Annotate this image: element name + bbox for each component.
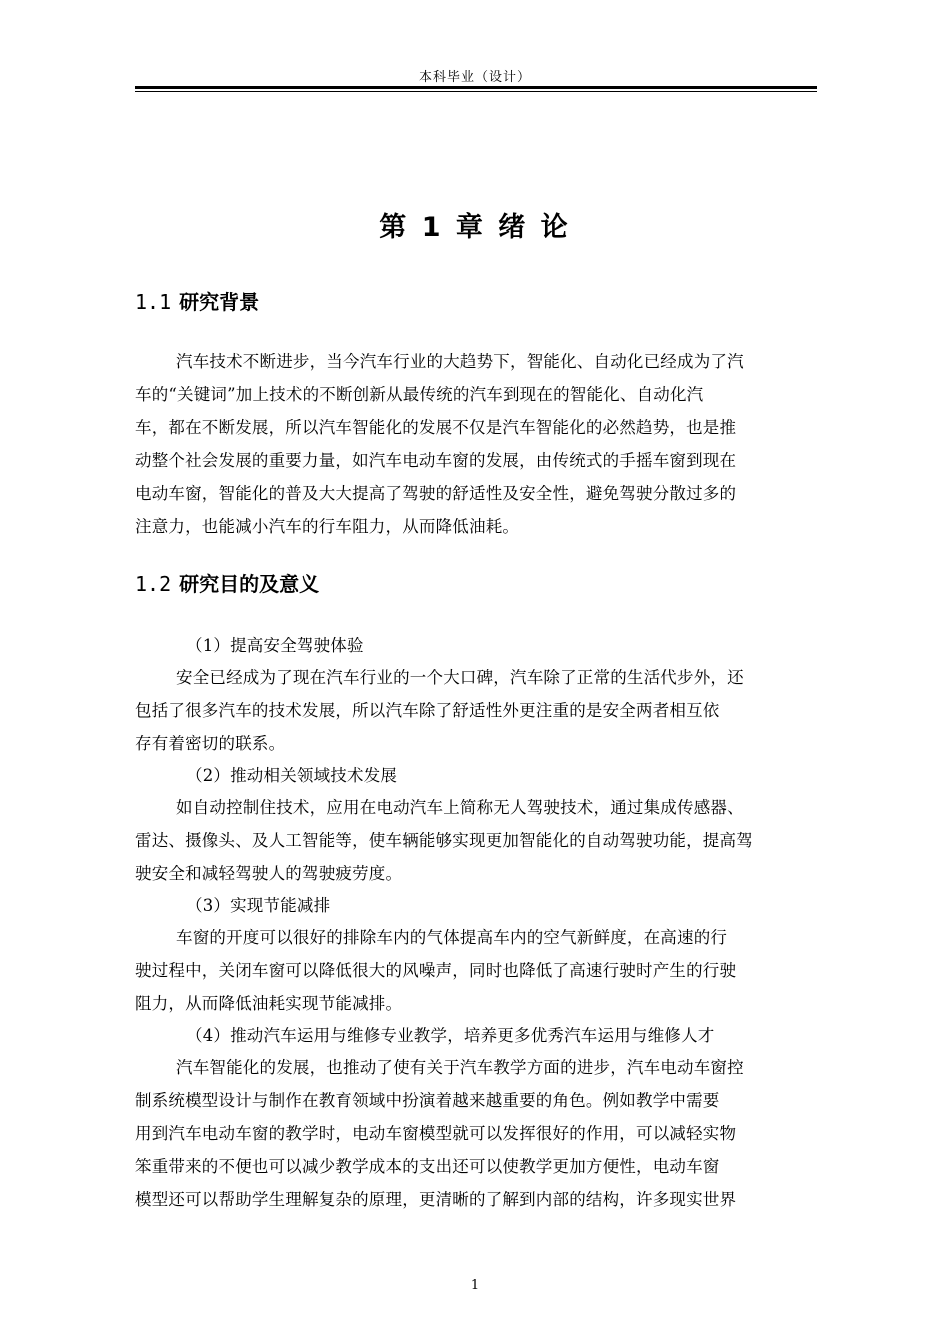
item-heading-1: （1）提高安全驾驶体验 — [186, 636, 364, 655]
paragraph-line: 电动车窗，智能化的普及大大提高了驾驶的舒适性及安全性，避免驾驶分散过多的 — [135, 484, 737, 503]
paragraph-line: 驶安全和减轻驾驶人的驾驶疲劳度。 — [135, 864, 403, 883]
paragraph-line: 车，都在不断发展，所以汽车智能化的发展不仅是汽车智能化的必然趋势，也是推 — [135, 418, 737, 437]
section-heading-1-2 — [135, 568, 319, 597]
paragraph-line: 安全已经成为了现在汽车行业的一个大口碑，汽车除了正常的生活代步外，还 — [176, 668, 744, 687]
paragraph-line: 包括了很多汽车的技术发展，所以汽车除了舒适性外更注重的是安全两者相互依 — [135, 701, 720, 720]
item-heading-2: （2）推动相关领域技术发展 — [186, 766, 398, 785]
paragraph-line: 笨重带来的不便也可以减少教学成本的支出还可以使教学更加方便性，电动车窗 — [135, 1157, 720, 1176]
section-title: 研究背景 — [179, 290, 260, 314]
paragraph-line: 如自动控制住技术，应用在电动汽车上简称无人驾驶技术，通过集成传感器、 — [176, 798, 744, 817]
page-number: 1 — [470, 1278, 480, 1293]
section-title: 研究目的及意义 — [179, 572, 320, 596]
paragraph-line: 动整个社会发展的重要力量，如汽车电动车窗的发展，由传统式的手摇车窗到现在 — [135, 451, 737, 470]
paragraph-line: 雷达、摄像头、及人工智能等，使车辆能够实现更加智能化的自动驾驶功能，提高驾 — [135, 831, 753, 850]
paragraph-line: 车的“关键词”加上技术的不断创新从最传统的汽车到现在的智能化、自动化汽 — [135, 385, 704, 404]
paragraph-line: 汽车技术不断进步，当今汽车行业的大趋势下，智能化、自动化已经成为了汽 — [176, 352, 744, 371]
paragraph-line: 驶过程中，关闭车窗可以降低很大的风噪声，同时也降低了高速行驶时产生的行驶 — [135, 961, 737, 980]
paragraph-line: 用到汽车电动车窗的教学时，电动车窗模型就可以发挥很好的作用，可以减轻实物 — [135, 1124, 737, 1143]
paragraph-line: 存有着密切的联系。 — [135, 734, 286, 753]
item-heading-4: （4）推动汽车运用与维修专业教学，培养更多优秀汽车运用与维修人才 — [186, 1026, 715, 1045]
paragraph-line: 制系统模型设计与制作在教育领域中扮演着越来越重要的角色。例如教学中需要 — [135, 1091, 720, 1110]
header-rule-thick — [135, 86, 817, 89]
section-number: 1.1 — [135, 290, 172, 314]
section-heading-1-1 — [135, 286, 259, 315]
chapter-title: 第 1 章 绪 论 — [379, 212, 571, 243]
item-heading-3: （3）实现节能减排 — [186, 896, 331, 915]
paragraph-line: 阻力，从而降低油耗实现节能减排。 — [135, 994, 403, 1013]
page-header: 本科毕业（设计） — [418, 70, 531, 85]
paragraph-line: 注意力，也能减小汽车的行车阻力，从而降低油耗。 — [135, 517, 520, 536]
section-number: 1.2 — [135, 572, 172, 596]
paragraph-line: 模型还可以帮助学生理解复杂的原理，更清晰的了解到内部的结构，许多现实世界 — [135, 1190, 737, 1209]
paragraph-line: 车窗的开度可以很好的排除车内的气体提高车内的空气新鲜度，在高速的行 — [176, 928, 728, 947]
paragraph-line: 汽车智能化的发展，也推动了使有关于汽车教学方面的进步，汽车电动车窗控 — [176, 1058, 744, 1077]
header-rule-thin — [135, 91, 817, 92]
